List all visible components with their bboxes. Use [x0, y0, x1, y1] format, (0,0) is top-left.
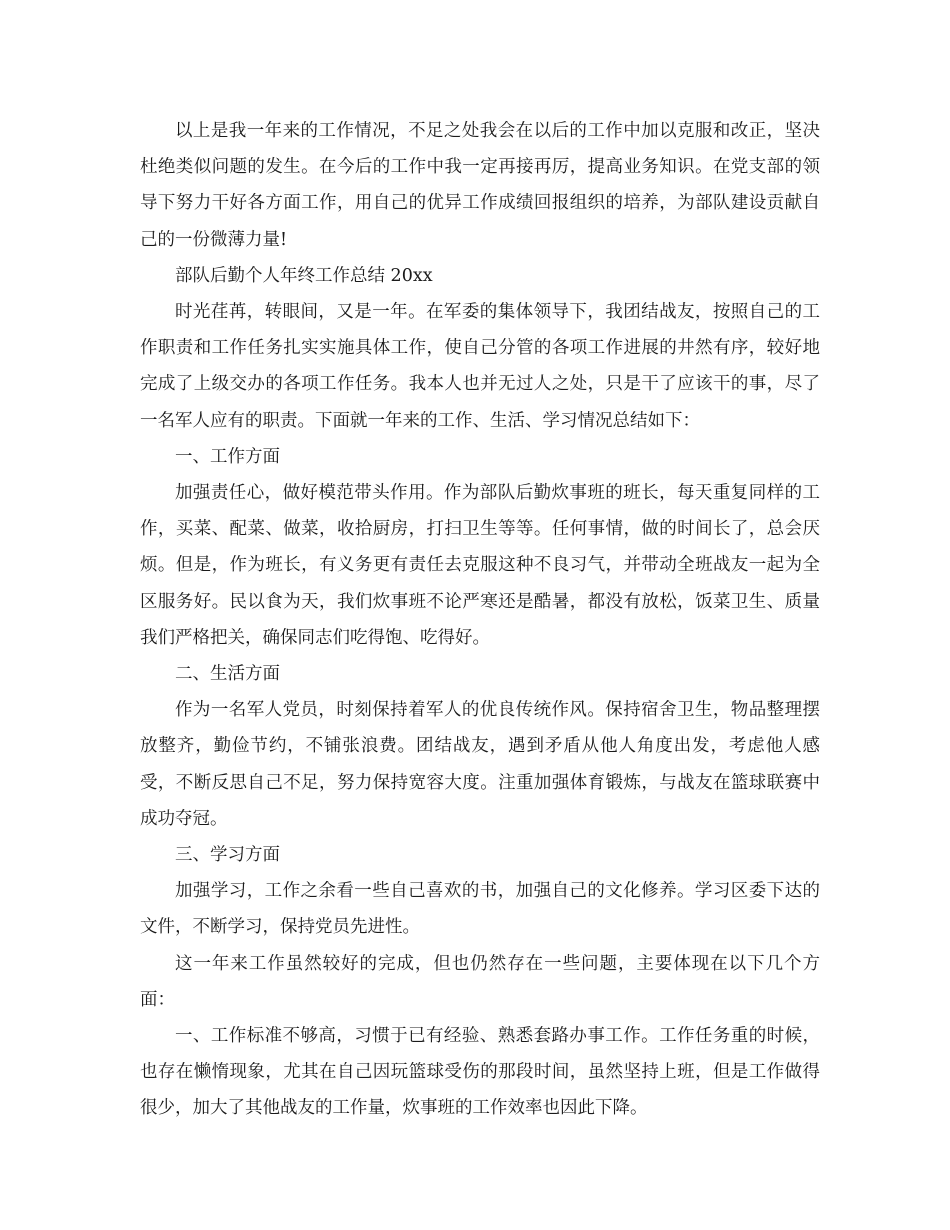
paragraph-intro: 时光荏苒，转眼间，又是一年。在军委的集体领导下，我团结战友，按照自己的工作职责和工作任务扎实实施具体工作，使自己分管的各项工作进展的井然有序，较好地完成了上级交办的各项工作任务。我本人也并无过人之处，只是干了应该干的事，尽了一名军人应有的职责。下面就一年来的工作、生活、学习情况总结如下：	[140, 302, 820, 431]
paragraph-work: 加强责任心，做好模范带头作用。作为部队后勤炊事班的班长，每天重复同样的工作，买菜、配菜、做菜，收拾厨房，打扫卫生等等。任何事情，做的时间长了，总会厌烦。但是，作为班长，有义务更有责任去克服这种不良习气，并带动全班战友一起为全区服务好。民以食为天，我们炊事班不论严寒还是酷暑，都没有放松，饭菜卫生、质量我们严格把关，确保同志们吃得饱、吃得好。	[140, 483, 820, 648]
paragraph-problems-intro: 这一年来工作虽然较好的完成，但也仍然存在一些问题，主要体现在以下几个方面：	[140, 953, 820, 1010]
heading-life: 二、生活方面	[175, 664, 280, 685]
heading-work: 一、工作方面	[175, 446, 280, 467]
paragraph-study: 加强学习，工作之余看一些自己喜欢的书，加强自己的文化修养。学习区委下达的文件，不断学习，保持党员先进性。	[140, 881, 820, 938]
heading-study: 三、学习方面	[175, 845, 280, 866]
paragraph-problem-one: 一、工作标准不够高，习惯于已有经验、熟悉套路办事工作。工作任务重的时候，也存在懒惰现象，尤其在自己因玩篮球受伤的那段时间，虽然坚持上班，但是工作做得很少，加大了其他战友的工作量，炊事班的工作效率也因此下降。	[140, 1026, 820, 1119]
paragraph-closing-remarks: 以上是我一年来的工作情况，不足之处我会在以后的工作中加以克服和改正，坚决杜绝类似问题的发生。在今后的工作中我一定再接再厉，提高业务知识。在党支部的领导下努力干好各方面工作，用自己的优异工作成绩回报组织的培养，为部队建设贡献自己的一份微薄力量!	[140, 121, 820, 250]
paragraph-life: 作为一名军人党员，时刻保持着军人的优良传统作风。保持宿舍卫生，物品整理摆放整齐，勤俭节约，不铺张浪费。团结战友，遇到矛盾从他人角度出发，考虑他人感受，不断反思自己不足，努力保持宽容大度。注重加强体育锻炼，与战友在篮球联赛中成功夺冠。	[140, 700, 820, 829]
document-body	[140, 113, 820, 1127]
section-title: 部队后勤个人年终工作总结 20xx	[175, 265, 433, 286]
